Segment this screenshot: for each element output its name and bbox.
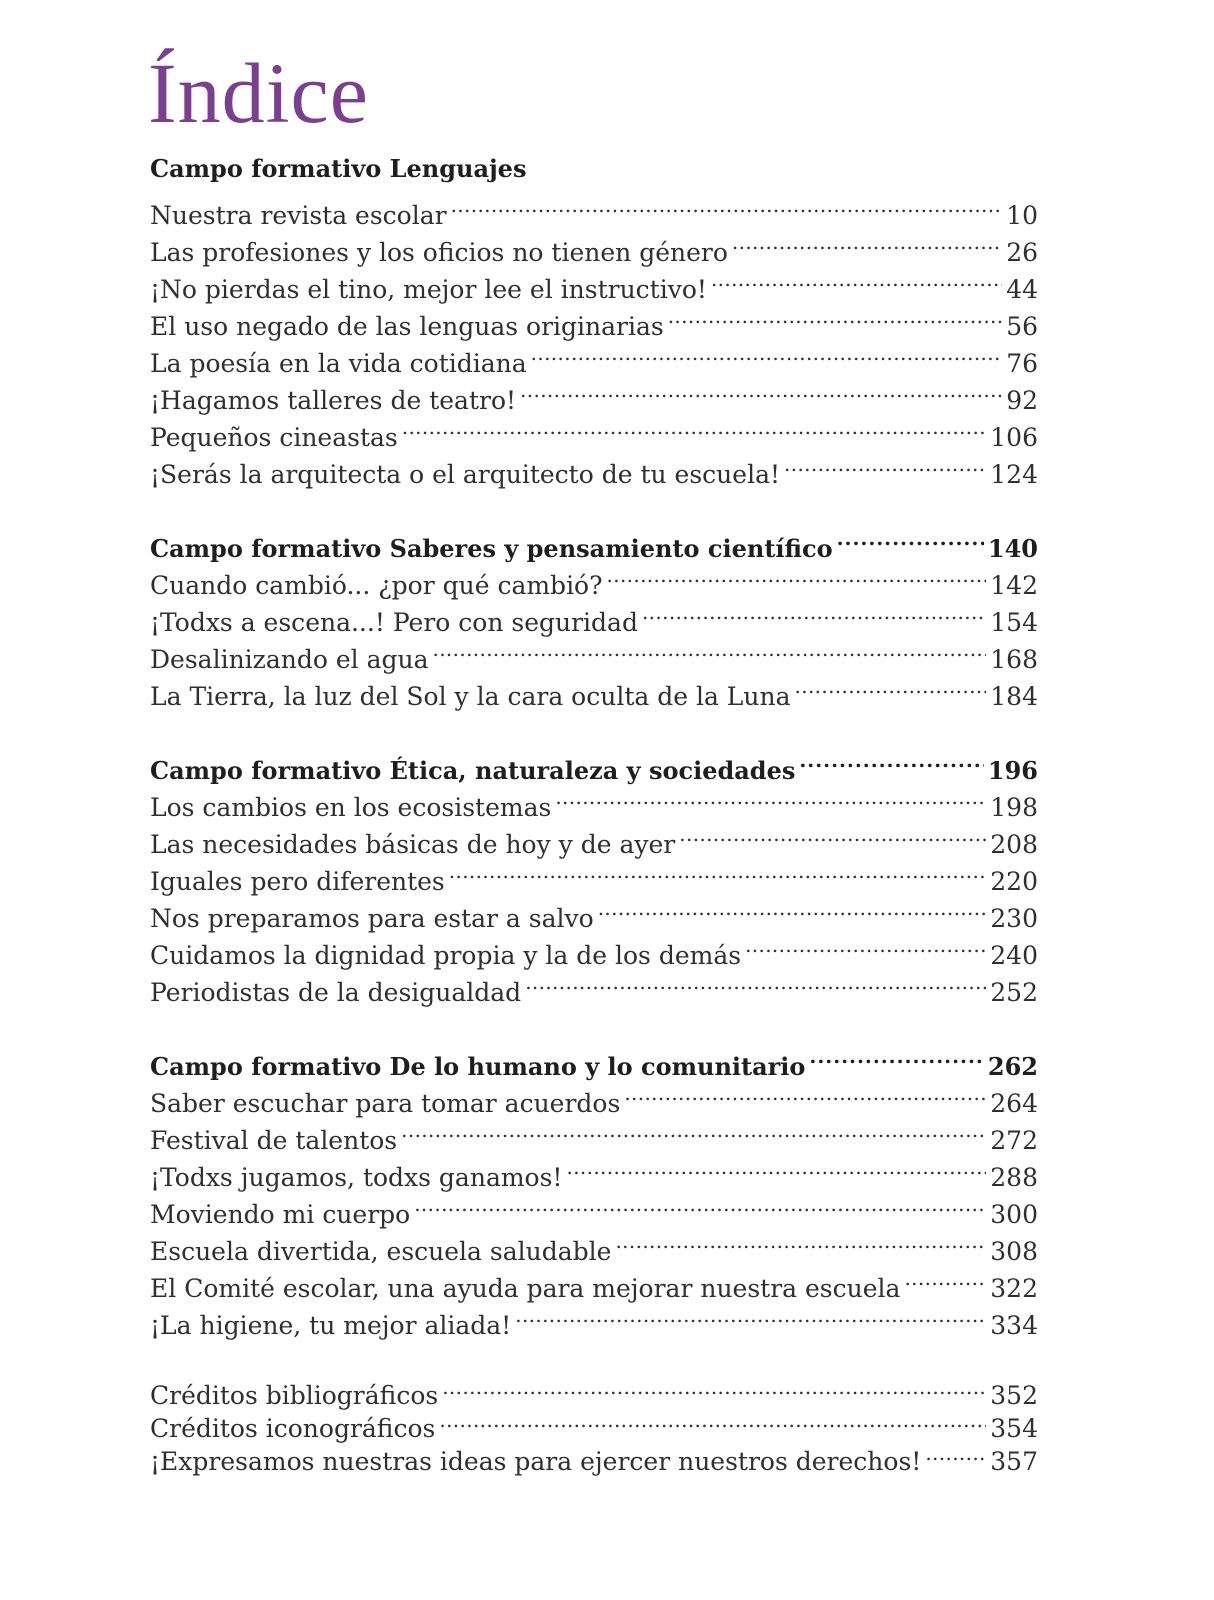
dot-leader [555,779,986,816]
entry-title: Pequeños cineastas [150,423,398,452]
entry-page-number: 106 [990,423,1038,452]
entry-title: Nuestra revista escolar [150,201,447,230]
entry-page-number: 357 [990,1447,1038,1476]
entry-title: Cuando cambió... ¿por qué cambió? [150,571,603,600]
entry-title: ¡Todxs a escena...! Pero con seguridad [150,608,638,637]
entry-page-number: 230 [990,904,1038,933]
entry-page-number: 220 [990,867,1038,896]
toc-section-humano [150,1038,1038,1340]
toc-entry[interactable] [150,1371,1038,1410]
dot-leader [624,1075,986,1112]
dot-leader [414,1186,986,1223]
dot-leader [809,1038,983,1075]
dot-leader [598,890,987,927]
entry-page-number: 272 [990,1126,1038,1155]
entry-page-number: 300 [990,1200,1038,1229]
dot-leader [799,742,984,779]
entry-page-number: 288 [990,1163,1038,1192]
entry-title: La poesía en la vida cotidiana [150,349,527,378]
entry-page-number: 44 [1006,275,1038,304]
toc-section-header[interactable] [150,742,1038,785]
toc-section-lenguajes [150,150,1038,489]
entry-page-number: 334 [990,1311,1038,1340]
entry-title: ¡Expresamos nuestras ideas para ejercer nuestros derechos! [150,1447,922,1476]
dot-leader [784,446,986,483]
entry-title: Nos preparamos para estar a salvo [150,904,594,933]
section-title: Campo formativo Ética, naturaleza y sociedades [150,756,796,785]
dot-leader [402,409,987,446]
entry-title: Créditos bibliográficos [150,1381,439,1410]
entry-title: ¡Todxs jugamos, todxs ganamos! [150,1163,563,1192]
section-title: Campo formativo Lenguajes [150,154,527,183]
entry-title: ¡Serás la arquitecta o el arquitecto de tu escuela! [150,460,781,489]
entry-page-number: 56 [1006,312,1038,341]
dot-leader [795,668,987,705]
entry-title: ¡La higiene, tu mejor aliada! [150,1311,512,1340]
entry-page-number: 322 [990,1274,1038,1303]
dot-leader [525,964,986,1001]
dot-leader [925,1437,986,1470]
toc-entry[interactable] [150,187,1038,230]
toc-section-etica [150,742,1038,1007]
toc-section-header[interactable] [150,1038,1038,1081]
section-page-number: 140 [987,534,1038,563]
section-title: Campo formativo Saberes y pensamiento científico [150,534,833,563]
entry-page-number: 240 [990,941,1038,970]
entry-page-number: 208 [990,830,1038,859]
entry-title: Periodistas de la desigualdad [150,978,522,1007]
dot-leader [904,1260,986,1297]
entry-title: Festival de talentos [150,1126,398,1155]
entry-page-number: 124 [990,460,1038,489]
dot-leader [531,335,1003,372]
dot-leader [401,1112,986,1149]
page-title: Índice [148,45,369,141]
dot-leader [745,927,986,964]
dot-leader [615,1223,986,1260]
dot-leader [520,372,1002,409]
toc-section-header[interactable] [150,520,1038,563]
section-page-number: 262 [987,1052,1038,1081]
dot-leader [668,298,1002,335]
entry-page-number: 184 [990,682,1038,711]
entry-title: Iguales pero diferentes [150,867,445,896]
entry-title: Créditos iconográficos [150,1414,436,1443]
dot-leader [642,594,986,631]
entry-page-number: 252 [990,978,1038,1007]
table-of-contents [150,150,1038,1476]
dot-leader [679,816,986,853]
entry-page-number: 198 [990,793,1038,822]
entry-page-number: 154 [990,608,1038,637]
toc-section-saberes [150,520,1038,711]
entry-page-number: 352 [990,1381,1038,1410]
toc-back-matter [150,1371,1038,1476]
entry-title: Saber escuchar para tomar acuerdos [150,1089,621,1118]
dot-leader [515,1297,986,1334]
dot-leader [433,631,987,668]
dot-leader [451,187,1003,224]
entry-page-number: 26 [1006,238,1038,267]
dot-leader [439,1404,986,1437]
entry-title: Desalinizando el agua [150,645,429,674]
dot-leader [442,1371,986,1404]
entry-title: ¡No pierdas el tino, mejor lee el instructivo! [150,275,707,304]
entry-page-number: 76 [1006,349,1038,378]
entry-title: El uso negado de las lenguas originarias [150,312,664,341]
entry-title: ¡Hagamos talleres de teatro! [150,386,517,415]
entry-page-number: 92 [1006,386,1038,415]
entry-title: Moviendo mi cuerpo [150,1200,411,1229]
entry-page-number: 10 [1006,201,1038,230]
entry-title: El Comité escolar, una ayuda para mejorar nuestra escuela [150,1274,901,1303]
entry-title: Las necesidades básicas de hoy y de ayer [150,830,676,859]
dot-leader [566,1149,986,1186]
entry-page-number: 142 [990,571,1038,600]
entry-title: Escuela divertida, escuela saludable [150,1237,612,1266]
entry-page-number: 354 [990,1414,1038,1443]
entry-title: Cuidamos la dignidad propia y la de los demás [150,941,742,970]
entry-page-number: 168 [990,645,1038,674]
dot-leader [711,261,1002,298]
entry-page-number: 264 [990,1089,1038,1118]
entry-title: Las profesiones y los oficios no tienen género [150,238,728,267]
dot-leader [449,853,987,890]
section-page-number: 196 [987,756,1038,785]
entry-title: Los cambios en los ecosistemas [150,793,552,822]
toc-section-header[interactable] [150,150,1038,187]
dot-leader [837,520,984,557]
dot-leader [732,224,1002,261]
entry-title: La Tierra, la luz del Sol y la cara oculta de la Luna [150,682,791,711]
entry-page-number: 308 [990,1237,1038,1266]
section-title: Campo formativo De lo humano y lo comunitario [150,1052,806,1081]
dot-leader [607,557,987,594]
